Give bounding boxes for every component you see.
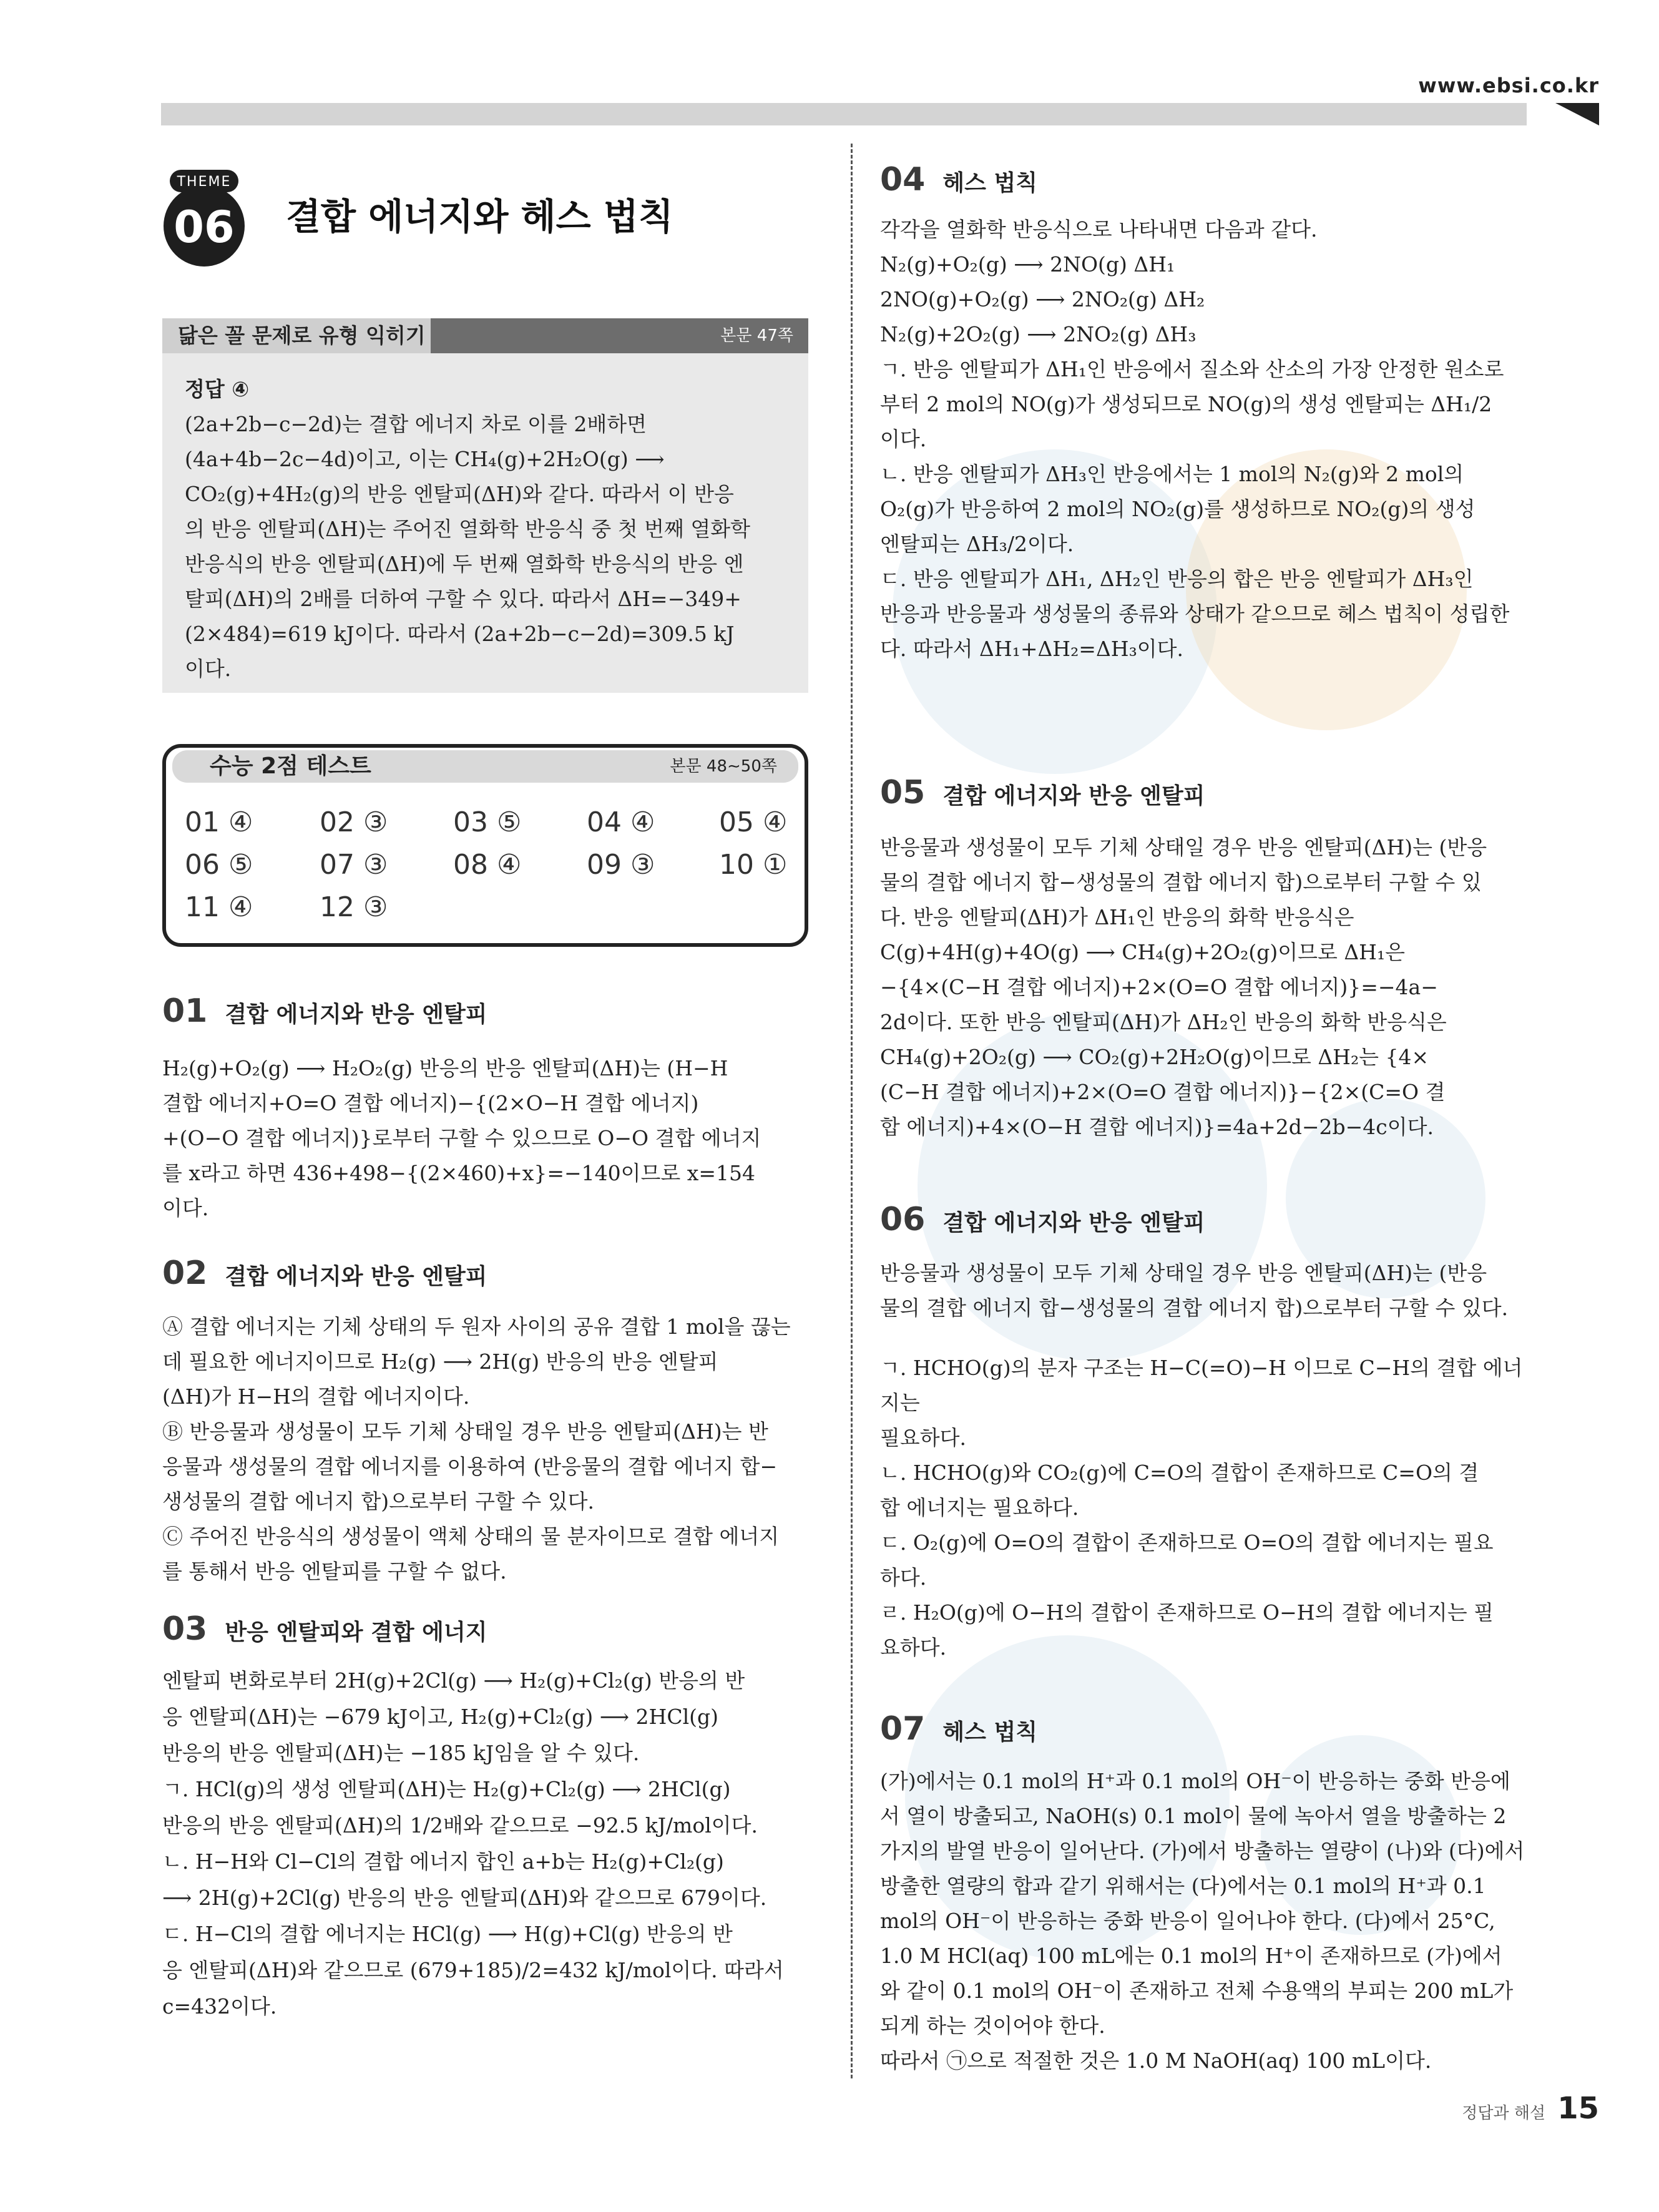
theme-number: 06 [174, 202, 235, 253]
body-line: (4a+4b−2c−4d)이고, 이는 CH₄(g)+2H₂O(g) ⟶ [185, 447, 665, 471]
body-line: −{4×(C−H 결합 에너지)+2×(O=O 결합 에너지)}=−4a− [880, 975, 1438, 999]
practice-box-header [162, 318, 808, 353]
body-line: 1.0 M HCl(aq) 100 mL에는 0.1 mol의 H⁺이 존재하므로 (가)에서 [880, 1944, 1502, 1968]
answer-item: 08 ④ [453, 849, 522, 881]
body-line: 생성물의 결합 에너지 합)으로부터 구할 수 있다. [162, 1489, 594, 1514]
section-heading-07: 07 헤스 법칙 [880, 1710, 1038, 1748]
answer-item: 07 ③ [320, 849, 388, 881]
body-line: 2NO(g)+O₂(g) ⟶ 2NO₂(g) ΔH₂ [880, 287, 1205, 311]
answer-box-page: 본문 48∼50쪽 [670, 757, 777, 776]
body-line: 이다. [162, 1196, 209, 1220]
body-line: c=432이다. [162, 1994, 277, 2019]
body-line: ㄴ. HCHO(g)와 CO₂(g)에 C=O의 결합이 존재하므로 C=O의 결 [880, 1461, 1479, 1485]
body-line: C(g)+4H(g)+4O(g) ⟶ CH₄(g)+2O₂(g)이므로 ΔH₁은 [880, 940, 1406, 964]
practice-box-page: 본문 47쪽 [431, 318, 808, 353]
body-line: 2d이다. 또한 반응 엔탈피(ΔH)가 ΔH₂인 반응의 화학 반응식은 [880, 1010, 1447, 1034]
body-line: 합 에너지는 필요하다. [880, 1495, 1079, 1520]
body-line: (가)에서는 0.1 mol의 H⁺과 0.1 mol의 OH⁻이 반응하는 중화 반응에 [880, 1769, 1510, 1793]
body-line: ㄷ. H−Cl의 결합 에너지는 HCl(g) ⟶ H(g)+Cl(g) 반응의 반 [162, 1922, 733, 1946]
body-line: (ΔH)가 H−H의 결합 에너지이다. [162, 1384, 470, 1409]
section-heading-02: 02 결합 에너지와 반응 엔탈피 [162, 1255, 487, 1292]
body-line: Ⓑ 반응물과 생성물이 모두 기체 상태일 경우 반응 엔탈피(ΔH)는 반 [162, 1419, 768, 1444]
answer-item: 04 ④ [587, 806, 655, 838]
body-line: 와 같이 0.1 mol의 OH⁻이 존재하고 전체 수용액의 부피는 200 mL가 [880, 1979, 1514, 2003]
body-line: 방출한 열량의 합과 같기 위해서는 (다)에서는 0.1 mol의 H⁺과 0.1 [880, 1874, 1486, 1898]
body-line: CO₂(g)+4H₂(g)의 반응 엔탈피(ΔH)와 같다. 따라서 이 반응 [185, 482, 734, 506]
answer-label: 정답 ④ [185, 377, 250, 401]
body-line: (C−H 결합 에너지)+2×(O=O 결합 에너지)}−{2×(C=O 결 [880, 1080, 1446, 1104]
section-heading-05: 05 결합 에너지와 반응 엔탈피 [880, 774, 1205, 811]
top-bar-tip [1555, 103, 1599, 125]
body-line: ㄹ. H₂O(g)에 O−H의 결합이 존재하므로 O−H의 결합 에너지는 필 [880, 1600, 1494, 1625]
body-line: 반응물과 생성물이 모두 기체 상태일 경우 반응 엔탈피(ΔH)는 (반응 [880, 835, 1487, 859]
body-line: +(O−O 결합 에너지)}로부터 구할 수 있으므로 O−O 결합 에너지 [162, 1126, 761, 1150]
body-line: 응 엔탈피(ΔH)와 같으므로 (679+185)/2=432 kJ/mol이다. 따라서 [162, 1958, 784, 1982]
answer-item: 12 ③ [320, 891, 388, 923]
section-heading-01: 01 결합 에너지와 반응 엔탈피 [162, 992, 487, 1030]
body-line: 반응의 반응 엔탈피(ΔH)의 1/2배와 같으므로 −92.5 kJ/mol이다. [162, 1813, 758, 1838]
body-line: 합 에너지)+4×(O−H 결합 에너지)}=4a+2d−2b−4c이다. [880, 1115, 1434, 1139]
body-line: 응 엔탈피(ΔH)는 −679 kJ이고, H₂(g)+Cl₂(g) ⟶ 2HCl(g) [162, 1705, 718, 1729]
body-line: ㄱ. HCl(g)의 생성 엔탈피(ΔH)는 H₂(g)+Cl₂(g) ⟶ 2HCl(g) [162, 1777, 731, 1801]
body-line: 의 반응 엔탈피(ΔH)는 주어진 열화학 반응식 중 첫 번째 열화학 [185, 517, 750, 541]
body-line: ㄴ. H−H와 Cl−Cl의 결합 에너지 합인 a+b는 H₂(g)+Cl₂(g) [162, 1849, 724, 1874]
body-line: Ⓒ 주어진 반응식의 생성물이 액체 상태의 물 분자이므로 결합 에너지 [162, 1524, 780, 1549]
body-line: 물의 결합 에너지 합−생성물의 결합 에너지 합)으로부터 구할 수 있다. [880, 1296, 1509, 1320]
body-line: 하다. [880, 1565, 927, 1590]
body-line: ㄴ. 반응 엔탈피가 ΔH₃인 반응에서는 1 mol의 N₂(g)와 2 mol의 [880, 462, 1464, 486]
body-line: ㄱ. HCHO(g)의 분자 구조는 H−C(=O)−H 이므로 C−H의 결합 에너지는 [880, 1356, 1523, 1415]
body-line: 따라서 ㉠으로 적절한 것은 1.0 M NaOH(aq) 100 mL이다. [880, 2048, 1432, 2073]
footer-label: 정답과 해설 [1462, 2104, 1546, 2123]
body-line: 탈피(ΔH)의 2배를 더하여 구할 수 있다. 따라서 ΔH=−349+ [185, 587, 741, 611]
top-bar [161, 103, 1527, 125]
column-divider [851, 144, 853, 2078]
body-line: ㄷ. O₂(g)에 O=O의 결합이 존재하므로 O=O의 결합 에너지는 필요 [880, 1530, 1494, 1555]
body-line: 부터 2 mol의 NO(g)가 생성되므로 NO(g)의 생성 엔탈피는 ΔH₁/2 [880, 392, 1492, 416]
section-body-04 [880, 212, 1529, 667]
body-line: 각각을 열화학 반응식으로 나타내면 다음과 같다. [880, 217, 1318, 242]
body-line: mol의 OH⁻이 반응하는 중화 반응이 일어나야 한다. (다)에서 25°C, [880, 1909, 1495, 1933]
answer-box-title: 수능 2점 테스트 [210, 753, 371, 779]
body-line: ㄱ. 반응 엔탈피가 ΔH₁인 반응에서 질소와 산소의 가장 안정한 원소로 [880, 357, 1504, 381]
body-line: 가지의 발열 반응이 일어난다. (가)에서 방출하는 열량이 (나)와 (다)에서 [880, 1839, 1525, 1863]
answer-item: 09 ③ [587, 849, 655, 881]
body-line: ㄷ. 반응 엔탈피가 ΔH₁, ΔH₂인 반응의 합은 반응 엔탈피가 ΔH₃인 [880, 567, 1474, 591]
body-line: 반응식의 반응 엔탈피(ΔH)에 두 번째 열화학 반응식의 반응 엔 [185, 552, 744, 576]
body-line: CH₄(g)+2O₂(g) ⟶ CO₂(g)+2H₂O(g)이므로 ΔH₂는 {4× [880, 1045, 1429, 1069]
body-line: 데 필요한 에너지이므로 H₂(g) ⟶ 2H(g) 반응의 반응 엔탈피 [162, 1349, 718, 1374]
page-title: 결합 에너지와 헤스 법칙 [286, 195, 673, 238]
section-body-05 [880, 830, 1529, 1145]
answer-box-header [172, 750, 798, 783]
body-line: 반응의 반응 엔탈피(ΔH)는 −185 kJ임을 알 수 있다. [162, 1741, 640, 1765]
body-line: 물의 결합 에너지 합−생성물의 결합 에너지 합)으로부터 구할 수 있 [880, 870, 1482, 894]
theme-label: THEME [177, 174, 232, 190]
body-line: 이다. [185, 657, 232, 681]
body-line: 이다. [880, 427, 927, 451]
body-line: 를 x라고 하면 436+498−{(2×460)+x}=−140이므로 x=154 [162, 1161, 756, 1185]
practice-box-body [185, 372, 787, 687]
body-line: 되게 하는 것이어야 한다. [880, 2014, 1105, 2038]
body-line: 를 통해서 반응 엔탈피를 구할 수 없다. [162, 1559, 507, 1583]
practice-box-title: 닮은 꼴 문제로 유형 익히기 [162, 318, 431, 353]
page-footer [1462, 2091, 1599, 2126]
answer-item: 01 ④ [185, 806, 253, 838]
body-line: 엔탈피는 ΔH₃/2이다. [880, 532, 1074, 556]
answer-item: 02 ③ [320, 806, 388, 838]
section-heading-06: 06 결합 에너지와 반응 엔탈피 [880, 1201, 1205, 1238]
site-url: www.ebsi.co.kr [1418, 74, 1599, 97]
answer-item: 05 ④ [719, 806, 788, 838]
body-line: 반응물과 생성물이 모두 기체 상태일 경우 반응 엔탈피(ΔH)는 (반응 [880, 1261, 1487, 1285]
body-line: 다. 따라서 ΔH₁+ΔH₂=ΔH₃이다. [880, 637, 1184, 661]
body-line: 필요하다. [880, 1426, 967, 1450]
body-line: 응물과 생성물의 결합 에너지를 이용하여 (반응물의 결합 에너지 합− [162, 1454, 778, 1479]
answer-item: 03 ⑤ [453, 806, 522, 838]
section-body-06 [880, 1256, 1529, 1665]
body-line: (2×484)=619 kJ이다. 따라서 (2a+2b−c−2d)=309.5 kJ [185, 622, 735, 646]
body-line: (2a+2b−c−2d)는 결합 에너지 차로 이를 2배하면 [185, 412, 647, 436]
answer-item: 10 ① [719, 849, 788, 881]
body-line: 다. 반응 엔탈피(ΔH)가 ΔH₁인 반응의 화학 반응식은 [880, 905, 1354, 929]
answer-item: 11 ④ [185, 891, 253, 923]
body-line: N₂(g)+O₂(g) ⟶ 2NO(g) ΔH₁ [880, 252, 1175, 276]
page-number: 15 [1557, 2091, 1599, 2126]
answer-item: 06 ⑤ [185, 849, 253, 881]
section-heading-04: 04 헤스 법칙 [880, 161, 1038, 198]
body-line: 요하다. [880, 1635, 947, 1660]
section-body-07 [880, 1764, 1529, 2078]
body-line: 결합 에너지+O=O 결합 에너지)−{(2×O−H 결합 에너지) [162, 1091, 699, 1115]
theme-badge [164, 164, 245, 270]
body-line: H₂(g)+O₂(g) ⟶ H₂O₂(g) 반응의 반응 엔탈피(ΔH)는 (H−H [162, 1056, 728, 1080]
body-line: O₂(g)가 반응하여 2 mol의 NO₂(g)를 생성하므로 NO₂(g)의 생성 [880, 497, 1475, 521]
body-line: 엔탈피 변화로부터 2H(g)+2Cl(g) ⟶ H₂(g)+Cl₂(g) 반응의 반 [162, 1668, 745, 1693]
body-line: 반응과 반응물과 생성물의 종류와 상태가 같으므로 헤스 법칙이 성립한 [880, 602, 1510, 626]
section-heading-03: 03 반응 엔탈피와 결합 에너지 [162, 1610, 487, 1648]
body-line: N₂(g)+2O₂(g) ⟶ 2NO₂(g) ΔH₃ [880, 322, 1197, 346]
body-line: Ⓐ 결합 에너지는 기체 상태의 두 원자 사이의 공유 결합 1 mol을 끊는 [162, 1314, 791, 1339]
section-body-02 [162, 1309, 811, 1589]
section-body-01 [162, 1051, 811, 1226]
section-body-03 [162, 1663, 811, 2025]
body-line: ⟶ 2H(g)+2Cl(g) 반응의 반응 엔탈피(ΔH)와 같으므로 679이다. [162, 1886, 767, 1910]
body-line: 서 열이 방출되고, NaOH(s) 0.1 mol이 물에 녹아서 열을 방출하는 2 [880, 1804, 1507, 1828]
